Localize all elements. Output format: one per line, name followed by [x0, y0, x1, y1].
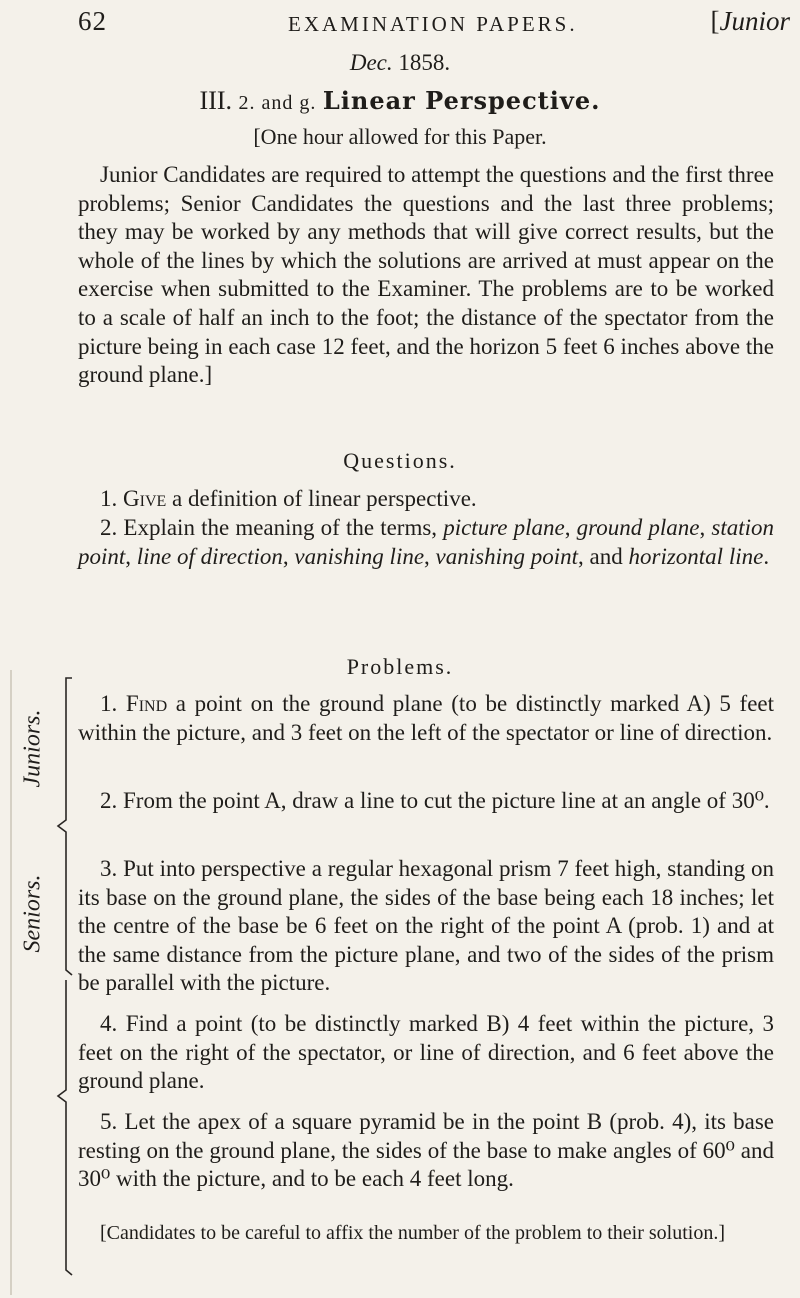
term-sep-3: , — [125, 543, 137, 569]
instructions-text: Junior Candidates are required to attempt the questions and the first three problems; Senior Candidates the questions and the last three problems; they may be worked by any methods that will give correct results, but the whole of the lines by which the solutions are arrived at must appear on the exercise when submitted to the Examiner. The problems are to be worked to a scale of half an inch to the foot; the distance of the spectator from the picture being in each case 12 feet, and the horizon 5 feet 6 inches above the ground plane.] — [78, 162, 774, 388]
problem-5-number: 5. — [100, 1109, 118, 1134]
question-1-body: a definition of linear perspective. — [166, 486, 477, 511]
term-line-of-direction: line of direction — [136, 543, 283, 569]
margin-label-seniors: Seniors. — [19, 874, 46, 953]
problem-4 — [78, 1010, 774, 1096]
problem-4-text — [78, 1010, 774, 1096]
problem-1 — [78, 690, 774, 747]
paper-title — [0, 86, 800, 116]
term-picture-plane: picture plane — [443, 515, 565, 540]
term-sep-1: , — [564, 515, 577, 540]
margin-label-juniors: Juniors. — [19, 709, 46, 788]
term-horizontal-line: horizontal line — [628, 543, 764, 569]
running-tag-text: Junior — [719, 6, 790, 36]
question-2-number: 2. — [100, 515, 118, 540]
term-sep-5: , — [424, 543, 436, 569]
problem-4-number: 4. — [100, 1011, 118, 1036]
problem-2-body: From the point A, draw a line to cut the picture line at an angle of 30⁰. — [123, 788, 770, 813]
term-sep-4: , — [282, 543, 295, 569]
question-2-intro: Explain the meaning of the terms, — [123, 515, 444, 540]
instructions — [78, 161, 774, 390]
running-tag — [711, 6, 791, 37]
margin-braces — [0, 0, 80, 1298]
paper-subject: Linear Perspective. — [322, 86, 601, 115]
problem-1-text — [78, 690, 774, 747]
problem-3 — [78, 855, 774, 998]
problem-2-number: 2. — [100, 788, 118, 813]
juniors-brace — [58, 678, 72, 975]
running-title: EXAMINATION PAPERS. — [288, 12, 578, 36]
problem-3-text — [78, 855, 774, 998]
questions-heading: Questions. — [343, 448, 457, 473]
running-tag-bracket: [ — [710, 6, 720, 36]
time-allowed: [One hour allowed for this Paper. — [253, 124, 547, 149]
closing-note-text: [Candidates to be careful to affix the number of the problem to their solution.] — [100, 1222, 726, 1244]
term-ground-plane: ground plane — [576, 515, 700, 540]
paper-codes: 2. and g. — [238, 92, 317, 114]
problem-5-body: Let the apex of a square pyramid be in the point B (prob. 4), its base resting on the ground plane, the sides of the base to make angles of 60⁰ and 30⁰ with the picture, and to be each 4 feet long. — [78, 1109, 774, 1192]
term-station-point: station point — [78, 515, 775, 569]
problem-1-number: 1. — [100, 691, 118, 716]
problem-2 — [78, 787, 774, 816]
problem-1-lead: Find — [125, 691, 168, 716]
exam-date-year: 1858. — [398, 50, 451, 75]
term-sep-2: , — [699, 515, 712, 540]
running-head — [78, 6, 794, 46]
page-number: 62 — [78, 6, 107, 36]
question-2-text — [78, 514, 774, 571]
question-1-text — [78, 485, 774, 514]
problem-1-body: a point on the ground plane (to be distinctly marked A) 5 feet within the picture, and 3 feet on the left of the spectator or line of direction. — [78, 691, 774, 745]
problem-5-text — [78, 1108, 774, 1194]
exam-date-month: Dec. — [349, 50, 393, 75]
closing-note — [78, 1220, 774, 1247]
problem-5 — [78, 1108, 774, 1194]
problem-4-body: Find a point (to be distinctly marked B) 4 feet within the picture, 3 feet on the right of the spectator, or line of direction, and 6 feet above the ground plane. — [78, 1011, 774, 1094]
seniors-brace — [58, 980, 72, 1275]
term-vanishing-point: vanishing point — [435, 543, 579, 569]
term-sep-and: , and — [578, 543, 629, 569]
term-vanishing-line: vanishing line — [294, 543, 425, 569]
problem-3-number: 3. — [100, 856, 118, 881]
question-2 — [78, 514, 774, 571]
problems-heading: Problems. — [346, 654, 454, 679]
problem-2-text — [78, 787, 774, 816]
question-2-end: . — [763, 543, 770, 569]
problem-3-body: Put into perspective a regular hexagonal prism 7 feet high, standing on its base on the ground plane, the sides of the base being each 18 inches; let the centre of the base be 6 feet on the right of the point A (prob. 1) and at the same distance from the picture plane, and two of the sides of the prism be parallel with the picture. — [78, 856, 775, 996]
question-1 — [78, 485, 774, 514]
exam-date — [0, 50, 800, 76]
question-1-lead: Give — [123, 486, 167, 511]
paper-roman: III. — [199, 86, 233, 115]
question-1-number: 1. — [100, 486, 118, 511]
